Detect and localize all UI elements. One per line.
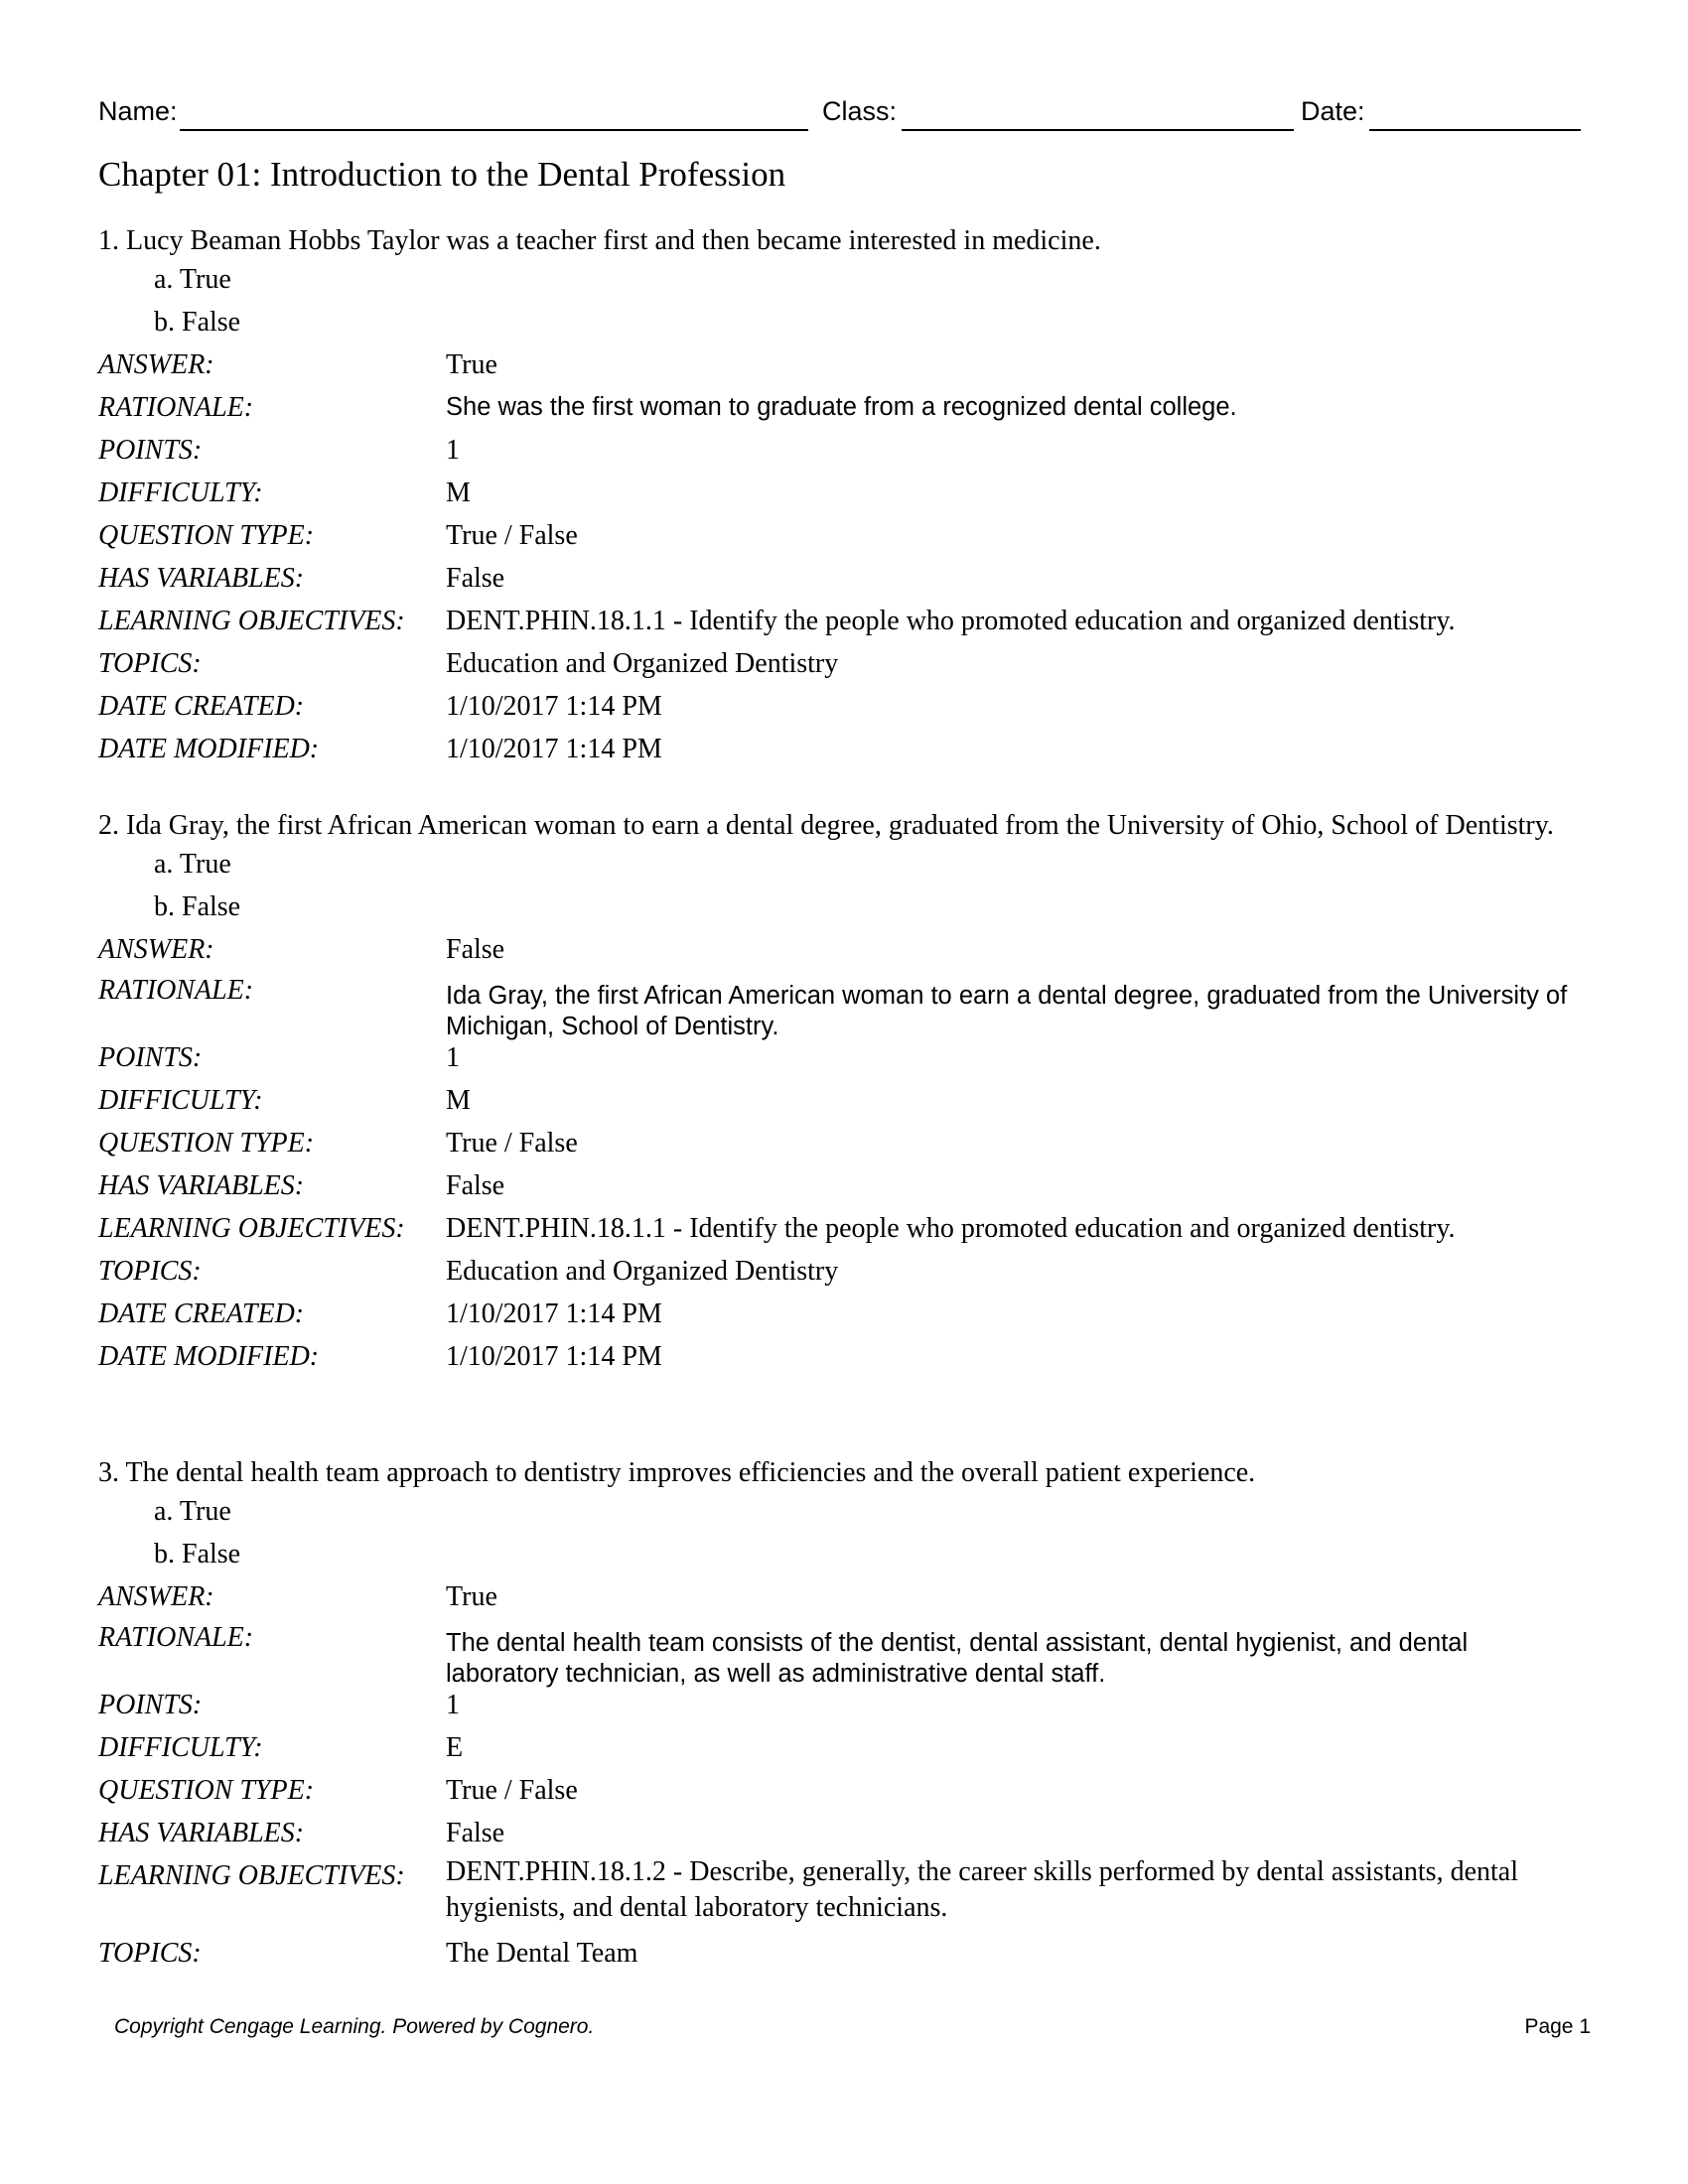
answer-value: True (446, 1581, 497, 1612)
has-variables-label: HAS VARIABLES: (98, 1170, 305, 1201)
difficulty-row (98, 1079, 1588, 1122)
learning-objectives-value: DENT.PHIN.18.1.1 - Identify the people who promoted education and organized dentistry. (446, 606, 1456, 636)
answer-value: True (446, 349, 497, 380)
question-type-label: QUESTION TYPE: (98, 1775, 315, 1806)
points-row (98, 1684, 1588, 1726)
rationale-value: The dental health team consists of the dentist, dental assistant, dental hygienist, and dental laboratory technician, as well as administrative dental staff. (446, 1629, 1469, 1688)
date-created-value: 1/10/2017 1:14 PM (446, 1298, 662, 1329)
learning-objectives-row (98, 1207, 1588, 1250)
rationale-value: She was the first woman to graduate from a recognized dental college. (446, 393, 1237, 421)
points-label: POINTS: (98, 1690, 203, 1720)
learning-objectives-label: LEARNING OBJECTIVES: (98, 606, 405, 636)
date-created-label: DATE CREATED: (98, 1298, 305, 1329)
date-label: Date: (1301, 96, 1365, 126)
topics-label: TOPICS: (98, 1256, 202, 1287)
question-type-label: QUESTION TYPE: (98, 1128, 315, 1159)
points-value: 1 (446, 1690, 460, 1720)
topics-value: The Dental Team (446, 1938, 638, 1969)
date-modified-label: DATE MODIFIED: (98, 1341, 320, 1372)
learning-objectives-label: LEARNING OBJECTIVES: (98, 1860, 405, 1891)
name-line (180, 129, 808, 131)
class-line (902, 129, 1294, 131)
answer-row (98, 1575, 1588, 1618)
difficulty-label: DIFFICULTY: (98, 1732, 263, 1763)
rationale-label: RATIONALE: (98, 392, 254, 423)
question-type-label: QUESTION TYPE: (98, 520, 315, 551)
page-number: Page 1 (1524, 2015, 1591, 2038)
points-value: 1 (446, 1042, 460, 1073)
date-modified-row (98, 1335, 1588, 1378)
topics-row (98, 642, 1588, 685)
has-variables-row (98, 1812, 1588, 1854)
question-type-value: True / False (446, 1775, 578, 1806)
rationale-value: Ida Gray, the first African American woman to earn a dental degree, graduated from the University of Michigan, School of Dentistry. (446, 982, 1568, 1040)
difficulty-row (98, 472, 1588, 514)
learning-objectives-value: DENT.PHIN.18.1.2 - Describe, generally, the career skills performed by dental assistants, dental hygienists, and dental laboratory technicians. (446, 1856, 1518, 1923)
header-fields (98, 96, 1581, 136)
rationale-row (98, 971, 1588, 1040)
topics-label: TOPICS: (98, 1938, 202, 1969)
rationale-row (98, 1618, 1588, 1688)
difficulty-value: M (446, 478, 471, 508)
learning-objectives-row (98, 600, 1588, 642)
question-type-row (98, 1122, 1588, 1164)
topics-value: Education and Organized Dentistry (446, 1256, 839, 1287)
difficulty-label: DIFFICULTY: (98, 1085, 263, 1116)
question-stem: 1. Lucy Beaman Hobbs Taylor was a teacher first and then became interested in medicine. (98, 225, 1101, 256)
topics-label: TOPICS: (98, 648, 202, 679)
question-stem: 2. Ida Gray, the first African American woman to earn a dental degree, graduated from the University of Ohio, School of Dentistry. (98, 810, 1554, 841)
rationale-label: RATIONALE: (98, 1622, 254, 1653)
topics-row (98, 1250, 1588, 1293)
answer-label: ANSWER: (98, 934, 214, 965)
option-b: b. False (154, 891, 241, 922)
has-variables-value: False (446, 1170, 505, 1201)
option-a: a. True (154, 264, 231, 295)
date-modified-value: 1/10/2017 1:14 PM (446, 734, 662, 764)
has-variables-row (98, 557, 1588, 600)
learning-objectives-value: DENT.PHIN.18.1.1 - Identify the people who promoted education and organized dentistry. (446, 1213, 1456, 1244)
option-a: a. True (154, 849, 231, 880)
date-created-value: 1/10/2017 1:14 PM (446, 691, 662, 722)
difficulty-label: DIFFICULTY: (98, 478, 263, 508)
topics-row (98, 1932, 1588, 1975)
question-2 (98, 808, 1588, 1378)
name-label: Name: (98, 96, 178, 126)
rationale-row (98, 386, 1588, 429)
has-variables-label: HAS VARIABLES: (98, 563, 305, 594)
answer-row (98, 928, 1588, 971)
question-type-row (98, 514, 1588, 557)
option-a: a. True (154, 1496, 231, 1527)
has-variables-value: False (446, 1818, 505, 1848)
answer-value: False (446, 934, 505, 965)
answer-label: ANSWER: (98, 1581, 214, 1612)
answer-label: ANSWER: (98, 349, 214, 380)
class-label: Class: (822, 96, 898, 126)
option-b: b. False (154, 307, 241, 338)
has-variables-label: HAS VARIABLES: (98, 1818, 305, 1848)
difficulty-value: M (446, 1085, 471, 1116)
option-b: b. False (154, 1539, 241, 1570)
points-label: POINTS: (98, 435, 203, 466)
date-created-row (98, 1293, 1588, 1335)
difficulty-row (98, 1726, 1588, 1769)
date-line (1369, 129, 1581, 131)
has-variables-row (98, 1164, 1588, 1207)
date-created-row (98, 685, 1588, 728)
has-variables-value: False (446, 563, 505, 594)
date-modified-value: 1/10/2017 1:14 PM (446, 1341, 662, 1372)
points-value: 1 (446, 435, 460, 466)
date-modified-row (98, 728, 1588, 770)
question-3 (98, 1455, 1588, 1975)
question-type-value: True / False (446, 520, 578, 551)
answer-row (98, 343, 1588, 386)
date-modified-label: DATE MODIFIED: (98, 734, 320, 764)
question-type-row (98, 1769, 1588, 1812)
topics-value: Education and Organized Dentistry (446, 648, 839, 679)
learning-objectives-row (98, 1854, 1588, 1932)
points-row (98, 429, 1588, 472)
date-created-label: DATE CREATED: (98, 691, 305, 722)
learning-objectives-label: LEARNING OBJECTIVES: (98, 1213, 405, 1244)
copyright-footer: Copyright Cengage Learning. Powered by Cognero. (114, 2015, 595, 2038)
difficulty-value: E (446, 1732, 464, 1763)
rationale-label: RATIONALE: (98, 975, 254, 1006)
question-type-value: True / False (446, 1128, 578, 1159)
chapter-title: Chapter 01: Introduction to the Dental Profession (98, 155, 786, 194)
points-row (98, 1036, 1588, 1079)
question-1 (98, 223, 1588, 770)
points-label: POINTS: (98, 1042, 203, 1073)
question-stem: 3. The dental health team approach to dentistry improves efficiencies and the overall patient experience. (98, 1457, 1256, 1488)
